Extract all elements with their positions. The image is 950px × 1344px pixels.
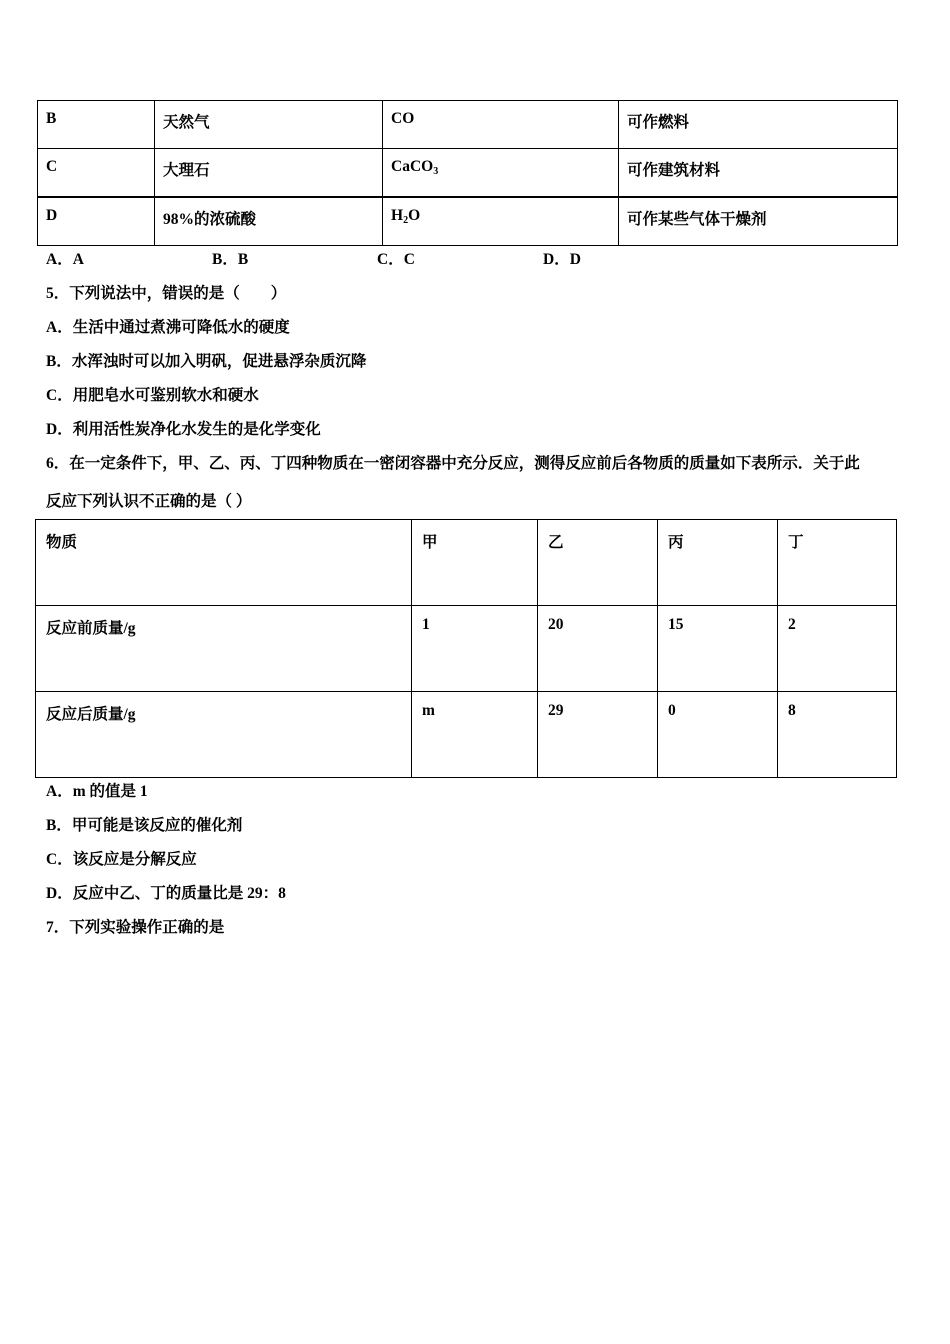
substance-name: 98%的浓硫酸 [155, 197, 383, 246]
row-label: B [38, 101, 155, 149]
table-header-row [36, 520, 897, 606]
option-d: D．D [543, 251, 581, 268]
q6-option-b: B．甲可能是该反应的催化剂 [46, 817, 243, 834]
q6-option-c: C．该反应是分解反应 [46, 851, 197, 868]
option-a: A．A [46, 251, 84, 268]
option-b: B．B [212, 251, 249, 268]
header-cell: 甲 [412, 520, 538, 606]
q5-option-b: B．水浑浊时可以加入明矾，促进悬浮杂质沉降 [46, 353, 367, 370]
row-label: C [38, 149, 155, 198]
formula: CO [383, 101, 619, 149]
q5-stem: 5．下列说法中，错误的是（ ） [46, 285, 287, 302]
substance-name: 大理石 [155, 149, 383, 198]
table-row [38, 101, 898, 149]
substance-use: 可作某些气体干燥剂 [619, 197, 898, 246]
table-cell: 反应前质量/g [36, 606, 412, 692]
q5-option-a: A．生活中通过煮沸可降低水的硬度 [46, 319, 290, 336]
formula-tail: O [408, 207, 421, 224]
q6-option-d: D．反应中乙、丁的质量比是 29：8 [46, 885, 286, 902]
substance-use: 可作建筑材料 [619, 149, 898, 198]
row-label: D [38, 197, 155, 246]
table-cell: 1 [412, 606, 538, 692]
substance-table [37, 100, 898, 246]
table-cell: 15 [658, 606, 778, 692]
formula-subscript: 2 [403, 215, 409, 226]
header-cell: 乙 [538, 520, 658, 606]
q7-stem: 7．下列实验操作正确的是 [46, 919, 225, 936]
table-cell: 反应后质量/g [36, 692, 412, 778]
formula-main: CaCO [391, 158, 434, 175]
mass-table [35, 519, 897, 778]
table-cell: 8 [778, 692, 897, 778]
table-cell: 0 [658, 692, 778, 778]
formula [383, 149, 619, 198]
table-row [38, 149, 898, 198]
table-row [36, 692, 897, 778]
table-cell: m [412, 692, 538, 778]
formula-main: H [391, 207, 404, 224]
q5-option-d: D．利用活性炭净化水发生的是化学变化 [46, 421, 321, 438]
formula-subscript: 3 [433, 166, 439, 177]
table-row [38, 197, 898, 246]
table-cell: 2 [778, 606, 897, 692]
substance-use: 可作燃料 [619, 101, 898, 149]
option-c: C．C [377, 251, 415, 268]
header-cell: 物质 [36, 520, 412, 606]
formula [383, 197, 619, 246]
q6-stem-line1: 6．在一定条件下，甲、乙、丙、丁四种物质在一密闭容器中充分反应，测得反应前后各物质的质量如下表所示．关于此 [46, 455, 860, 472]
table-cell: 29 [538, 692, 658, 778]
header-cell: 丙 [658, 520, 778, 606]
substance-name: 天然气 [155, 101, 383, 149]
table-cell: 20 [538, 606, 658, 692]
q6-stem-line2: 反应下列认识不正确的是（ ） [46, 493, 252, 510]
q5-option-c: C．用肥皂水可鉴别软水和硬水 [46, 387, 259, 404]
header-cell: 丁 [778, 520, 897, 606]
table-row [36, 606, 897, 692]
q6-option-a: A．m 的值是 1 [46, 783, 148, 800]
